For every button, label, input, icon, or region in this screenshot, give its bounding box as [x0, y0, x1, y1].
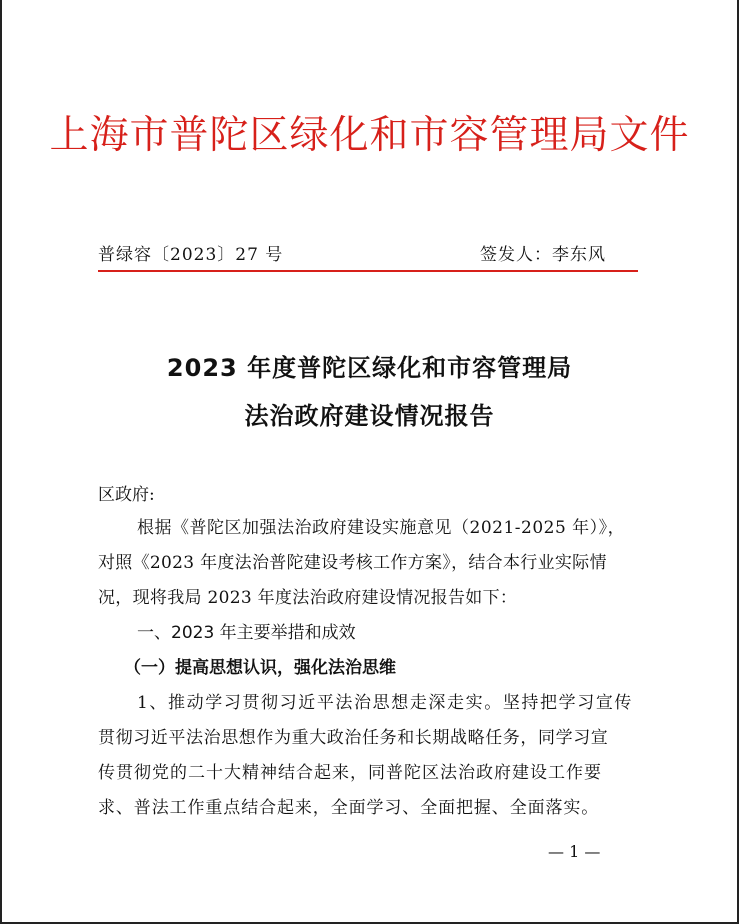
- page-number: — 1 —: [548, 842, 601, 861]
- section-heading: 一、2023 年主要举措和成效: [137, 623, 356, 643]
- document-title-line-2: 法治政府建设情况报告: [244, 402, 495, 430]
- subsection-heading: （一）提高思想认识，强化法治思维: [124, 658, 396, 678]
- salutation: 区政府:: [98, 485, 155, 505]
- document-number: 普绿容〔2023〕27 号: [98, 245, 284, 265]
- paragraph-line: 1、推动学习贯彻习近平法治思想走深走实。坚持把学习宣传: [137, 693, 634, 713]
- intro-line: 根据《普陀区加强法治政府建设实施意见（2021-2025 年）》，: [137, 518, 626, 538]
- paragraph-line: 求、普法工作重点结合起来，全面学习、全面把握、全面落实。: [98, 798, 600, 818]
- intro-line: 况，现将我局 2023 年度法治政府建设情况报告如下：: [98, 588, 518, 608]
- document-title-line-1: 2023 年度普陀区绿化和市容管理局: [166, 354, 573, 382]
- intro-line: 对照《2023 年度法治普陀建设考核工作方案》，结合本行业实际情: [98, 553, 607, 573]
- signer: 签发人：李东风: [480, 245, 606, 265]
- red-divider-line: [98, 270, 638, 272]
- paragraph-line: 传贯彻党的二十大精神结合起来，同普陀区法治政府建设工作要: [98, 763, 602, 783]
- issuer-header: 上海市普陀区绿化和市容管理局文件: [49, 113, 690, 158]
- paragraph-line: 贯彻习近平法治思想作为重大政治任务和长期战略任务，同学习宣: [98, 728, 609, 748]
